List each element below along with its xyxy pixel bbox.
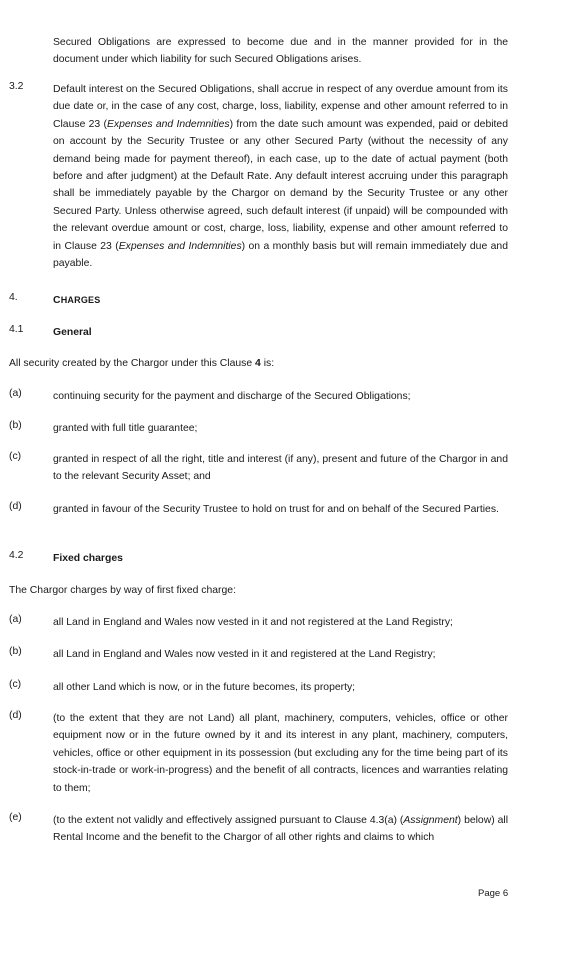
clause-4-1-title: General — [53, 327, 92, 338]
clause-4-2-lead: The Chargor charges by way of first fixed charge: — [9, 585, 236, 596]
clause-number-3-2: 3.2 — [9, 81, 24, 92]
list-item-text: continuing security for the payment and discharge of the Secured Obligations; — [53, 391, 411, 402]
list-item-text: granted in favour of the Security Trustee to hold on trust for and on behalf of the Secured Parties. — [53, 504, 499, 515]
clause-reference: Expenses and Indemnities — [118, 240, 242, 252]
clause-number-4-1: 4.1 — [9, 324, 24, 335]
section-4-title: CHARGES — [53, 295, 101, 306]
list-item-label: (a) — [9, 388, 22, 399]
list-item-label: (a) — [9, 614, 22, 625]
list-item-text: granted with full title guarantee; — [53, 423, 198, 434]
page-number: Page 6 — [478, 888, 509, 899]
list-item-text: all Land in England and Wales now vested in it and registered at the Land Registry; — [53, 649, 436, 660]
list-item-text: (to the extent not validly and effectively assigned pursuant to Clause 4.3(a) (Assignment) below) all Rental Income and the benefit to the Chargor of all other rights and claims to which — [53, 815, 508, 844]
list-item-label: (b) — [9, 646, 22, 657]
clause-reference: Expenses and Indemnities — [106, 118, 230, 130]
list-item-label: (c) — [9, 679, 22, 690]
intro-continuation: Secured Obligations are expressed to become due and in the manner provided for in the document under which liability for such Secured Obligations arises. — [53, 37, 508, 66]
clause-reference: Assignment — [403, 815, 458, 826]
section-number-4: 4. — [9, 292, 18, 303]
list-item-text: granted in respect of all the right, title and interest (if any), present and future of the Chargor in and to the relevant Security Asset; and — [53, 454, 508, 483]
list-item-text: all other Land which is now, or in the future becomes, its property; — [53, 682, 356, 693]
clause-4-2-title: Fixed charges — [53, 553, 123, 564]
list-item-label: (e) — [9, 812, 22, 823]
clause-number-4-2: 4.2 — [9, 550, 24, 561]
list-item-label: (d) — [9, 710, 22, 721]
clause-4-1-lead: All security created by the Chargor under this Clause 4 is: — [9, 358, 275, 369]
list-item-text: all Land in England and Wales now vested in it and not registered at the Land Registry; — [53, 617, 453, 628]
list-item-label: (c) — [9, 451, 22, 462]
list-item-text: (to the extent that they are not Land) all plant, machinery, computers, vehicles, office or other equipment now or in the future owned by it and its interest in any plant, machinery, computers, vehicles, office or other equipment in its possession (but excluding any for the time being part of its stock-in-trade or work-in-progress) and the benefit of all contracts, licences and warranties relating to them; — [53, 713, 508, 794]
list-item-label: (d) — [9, 501, 22, 512]
list-item-label: (b) — [9, 420, 22, 431]
clause-3-2-text: Default interest on the Secured Obligations, shall accrue in respect of any overdue amount from its due date or, in the case of any cost, charge, loss, liability, expense and other amount referred to in Clause 23 (Expenses and Indemnities) from the date such amount was expended, paid or debited on account by the Security Trustee or any other Secured Party (without the necessity of any demand being made for payment thereof), in each case, up to the date of actual payment (both before and after judgment) at the Default Rate. Any default interest accruing under this paragraph shall be immediately payable by the Chargor on demand by the Security Trustee or any other Secured Party. Unless otherwise agreed, such default interest (if unpaid) will be compounded with the relevant overdue amount or cost, charge, loss, liability, expense and other amount referred to in Clause 23 (Expenses and Indemnities) on a monthly basis but will remain immediately due and payable. — [53, 84, 508, 270]
